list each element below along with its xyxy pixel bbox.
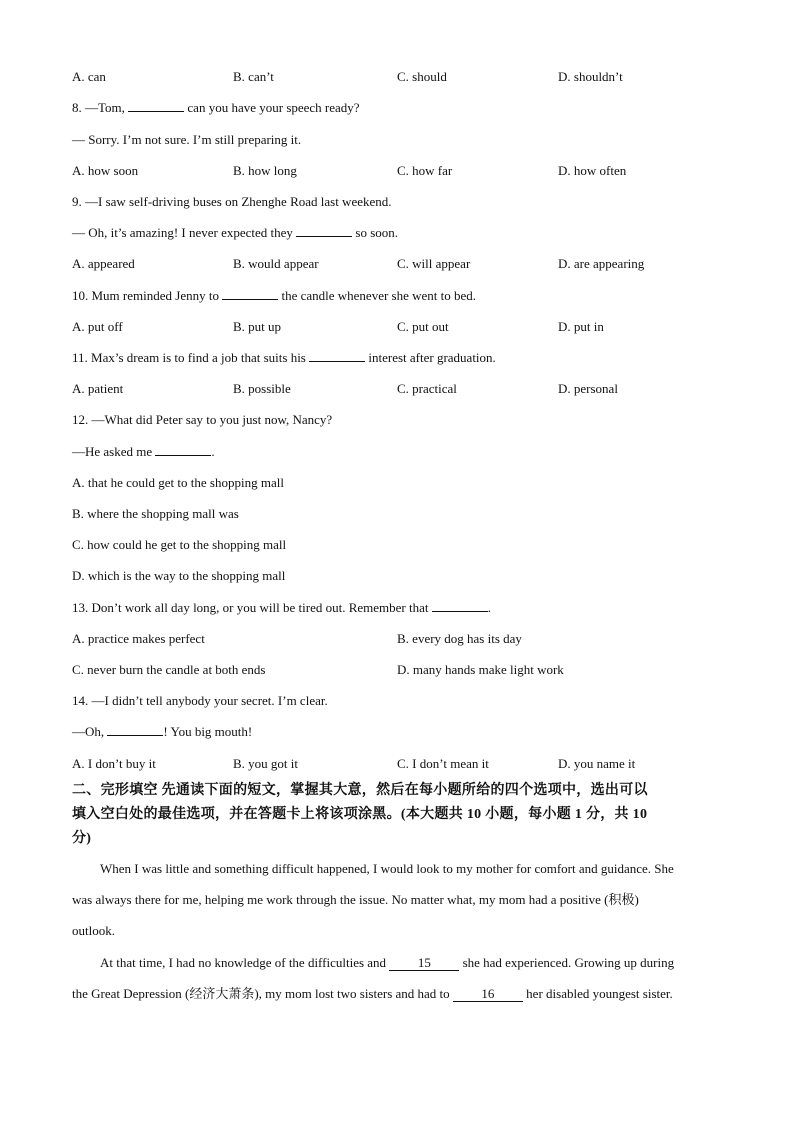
q13-stem-post: .	[487, 600, 491, 615]
q7-option-a: A. can	[72, 69, 106, 84]
passage-p2-line2-pre: the Great Depression (经济大萧条), my mom lost two sisters and had to	[72, 986, 453, 1001]
q12-option-a: A. that he could get to the shopping mall	[72, 475, 284, 490]
section2-heading-line3: 分)	[72, 831, 92, 846]
passage-p2-line2-post: her disabled youngest sister.	[522, 986, 673, 1001]
q11-option-c: C. practical	[397, 381, 457, 396]
q12-option-d: D. which is the way to the shopping mall	[72, 568, 286, 583]
q8-option-b: B. how long	[233, 163, 297, 178]
q8-option-c: C. how far	[397, 163, 453, 178]
q10-stem	[72, 288, 476, 304]
q8-option-d: D. how often	[558, 163, 627, 178]
q14-reply-pre: —Oh,	[72, 724, 108, 739]
q9-option-b: B. would appear	[233, 256, 319, 271]
q13-option-c: C. never burn the candle at both ends	[72, 662, 266, 677]
q12-stem: 12. —What did Peter say to you just now, Nancy?	[72, 412, 333, 427]
q9-option-d: D. are appearing	[558, 256, 645, 271]
q9-stem: 9. —I saw self-driving buses on Zhenghe Road last weekend.	[72, 194, 392, 209]
section2-heading-line2: 填入空白处的最佳选项，并在答题卡上将该项涂黑。(本大题共 10 小题，每小题 1 分，共 10	[72, 807, 648, 822]
q12-option-b: B. where the shopping mall was	[72, 506, 239, 521]
q8-stem-pre: 8. —Tom,	[72, 100, 129, 115]
blank-15: 15	[389, 956, 459, 971]
q10-option-a: A. put off	[72, 319, 123, 334]
q11-option-d: D. personal	[558, 381, 618, 396]
q12-blank	[155, 455, 211, 456]
q10-option-b: B. put up	[233, 319, 282, 334]
q9-option-c: C. will appear	[397, 256, 471, 271]
q14-reply	[72, 724, 252, 740]
q9-blank	[296, 236, 352, 237]
q12-reply-post: .	[211, 444, 215, 459]
q12-option-c: C. how could he get to the shopping mall	[72, 537, 287, 552]
q14-blank	[107, 735, 163, 736]
q9-reply-post: so soon.	[352, 225, 399, 240]
passage-p2-line1	[100, 955, 674, 971]
q13-stem-pre: 13. Don’t work all day long, or you will be tired out. Remember that	[72, 600, 432, 615]
q9-reply-pre: — Oh, it’s amazing! I never expected they	[72, 225, 297, 240]
q10-stem-post: the candle whenever she went to bed.	[278, 288, 477, 303]
q9-reply	[72, 225, 398, 241]
q14-option-d: D. you name it	[558, 756, 636, 771]
q14-option-b: B. you got it	[233, 756, 299, 771]
passage-p2-line1-post: she had experienced. Growing up during	[459, 955, 675, 970]
blank-16: 16	[453, 987, 523, 1002]
q8-stem	[72, 100, 360, 116]
q9-option-a: A. appeared	[72, 256, 135, 271]
q12-reply	[72, 444, 215, 460]
q14-option-a: A. I don’t buy it	[72, 756, 156, 771]
q10-option-d: D. put in	[558, 319, 604, 334]
q10-stem-pre: 10. Mum reminded Jenny to	[72, 288, 223, 303]
q8-blank	[128, 111, 184, 112]
q11-stem-post: interest after graduation.	[365, 350, 496, 365]
q14-option-c: C. I don’t mean it	[397, 756, 489, 771]
q8-reply: — Sorry. I’m not sure. I’m still preparing it.	[72, 132, 302, 147]
q11-stem	[72, 350, 496, 366]
q13-option-a: A. practice makes perfect	[72, 631, 205, 646]
passage-p2-line1-pre: At that time, I had no knowledge of the difficulties and	[100, 955, 390, 970]
q10-blank	[222, 299, 278, 300]
q8-option-a: A. how soon	[72, 163, 139, 178]
q12-reply-pre: —He asked me	[72, 444, 156, 459]
q13-option-b: B. every dog has its day	[397, 631, 522, 646]
q11-blank	[309, 361, 365, 362]
q8-stem-post: can you have your speech ready?	[184, 100, 360, 115]
q7-option-c: C. should	[397, 69, 447, 84]
q14-reply-post: ! You big mouth!	[163, 724, 253, 739]
passage-p1-line1: When I was little and something difficult happened, I would look to my mother for comfort and guidance. She	[100, 861, 674, 876]
q11-option-b: B. possible	[233, 381, 291, 396]
q11-stem-pre: 11. Max’s dream is to find a job that suits his	[72, 350, 310, 365]
passage-p2-line2	[72, 986, 673, 1002]
passage-p1-line3: outlook.	[72, 923, 115, 938]
q13-blank	[432, 611, 488, 612]
q14-stem: 14. —I didn’t tell anybody your secret. I’m clear.	[72, 693, 328, 708]
q13-option-d: D. many hands make light work	[397, 662, 564, 677]
passage-p1-line2: was always there for me, helping me work through the issue. No matter what, my mom had a positive (积极)	[72, 892, 639, 907]
q10-option-c: C. put out	[397, 319, 449, 334]
q11-option-a: A. patient	[72, 381, 124, 396]
q7-option-d: D. shouldn’t	[558, 69, 623, 84]
q7-option-b: B. can’t	[233, 69, 274, 84]
q13-stem	[72, 600, 491, 616]
section2-heading-line1: 二、完形填空 先通读下面的短文，掌握其大意，然后在每小题所给的四个选项中，选出可以	[72, 783, 648, 798]
